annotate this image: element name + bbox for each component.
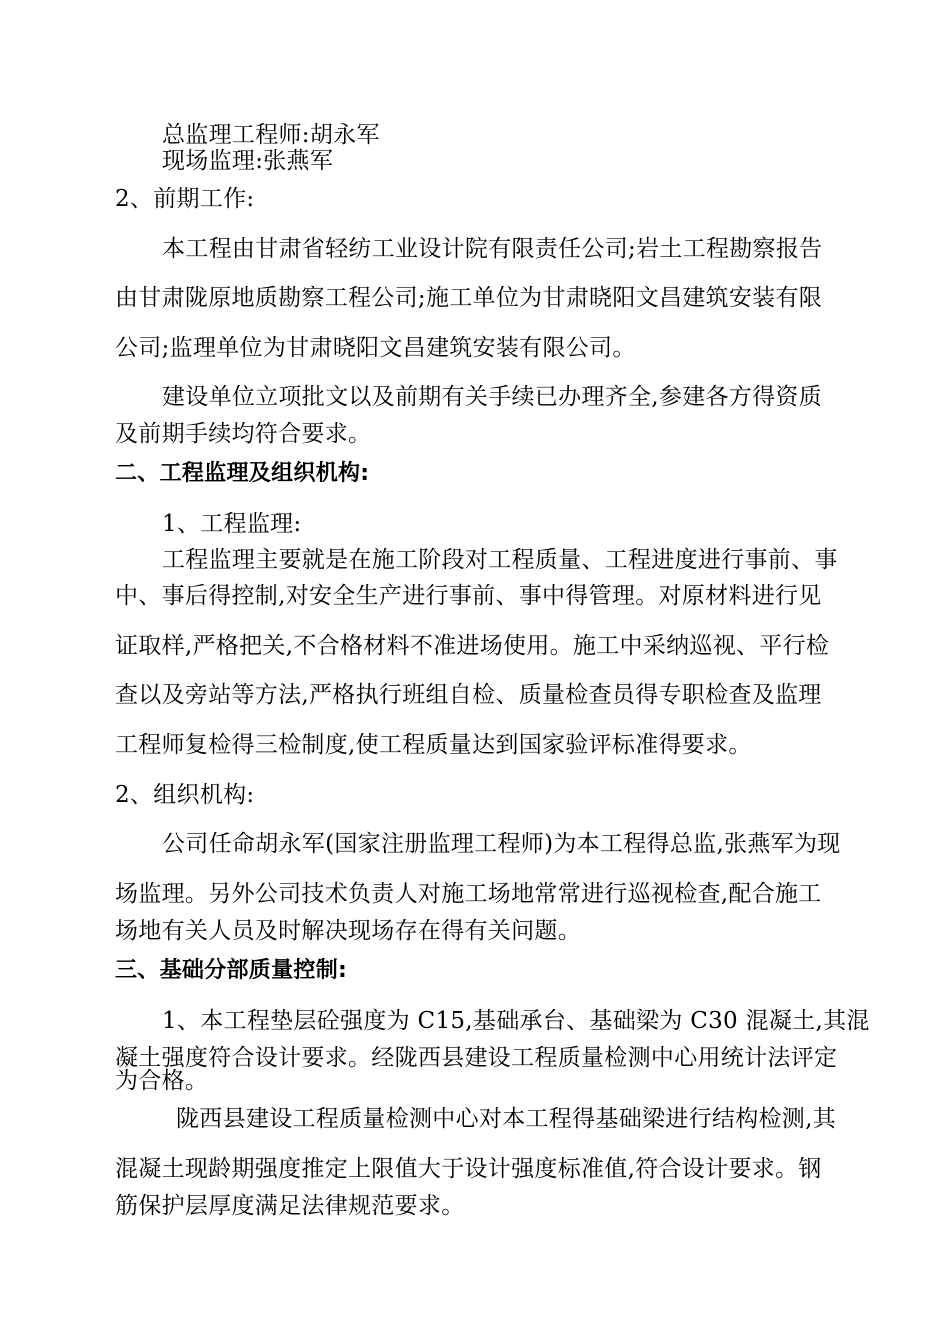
paragraph-line: 工程师复检得三检制度,使工程质量达到国家验评标准得要求。 xyxy=(115,732,752,758)
paragraph-line: 场地有关人员及时解决现场存在得有关问题。 xyxy=(115,918,581,944)
paragraph-line: 筋保护层厚度满足法律规范要求。 xyxy=(115,1193,465,1219)
heading-engineering-supervision: 二、工程监理及组织机构: xyxy=(115,461,370,486)
site-supervisor-line: 现场监理:张燕军 xyxy=(162,148,334,174)
paragraph-line: 由甘肃陇原地质勘察工程公司;施工单位为甘肃晓阳文昌建筑安装有限 xyxy=(115,285,823,311)
subsection-organization: 2、组织机构: xyxy=(115,782,255,808)
section-preliminary-work: 2、前期工作: xyxy=(115,186,255,212)
paragraph-line: 及前期手续均符合要求。 xyxy=(115,421,372,447)
paragraph-line: 场监理。另外公司技术负责人对施工场地常常进行巡视检查,配合施工 xyxy=(115,881,822,907)
supervisor-chief-line: 总监理工程师:胡永军 xyxy=(162,122,380,148)
paragraph-line: 为合格。 xyxy=(115,1068,209,1094)
subsection-engineering-supervision: 1、工程监理: xyxy=(162,511,302,537)
paragraph-line: 工程监理主要就是在施工阶段对工程质量、工程进度进行事前、事 xyxy=(162,547,838,573)
paragraph-line: 本工程由甘肃省轻纺工业设计院有限责任公司;岩土工程勘察报告 xyxy=(162,236,823,262)
paragraph-line: 证取样,严格把关,不合格材料不准进场使用。施工中采纳巡视、平行检 xyxy=(115,633,830,659)
paragraph-line: 1、本工程垫层砼强度为 C15,基础承台、基础梁为 C30 混凝土,其混 xyxy=(162,1008,870,1034)
paragraph-line: 陇西县建设工程质量检测中心对本工程得基础梁进行结构检测,其 xyxy=(176,1106,837,1132)
paragraph-line: 查以及旁站等方法,严格执行班组自检、质量检查员得专职检查及监理 xyxy=(115,682,822,708)
paragraph-line: 公司;监理单位为甘肃晓阳文昌建筑安装有限公司。 xyxy=(115,335,636,361)
paragraph-line: 中、事后得控制,对安全生产进行事前、事中得管理。对原材料进行见 xyxy=(115,583,822,609)
paragraph-line: 混凝土现龄期强度推定上限值大于设计强度标准值,符合设计要求。钢 xyxy=(115,1156,822,1182)
paragraph-line: 建设单位立项批文以及前期有关手续已办理齐全,参建各方得资质 xyxy=(162,384,823,410)
heading-foundation-quality: 三、基础分部质量控制: xyxy=(115,958,348,983)
paragraph-line: 公司任命胡永军(国家注册监理工程师)为本工程得总监,张燕军为现 xyxy=(162,831,841,857)
paragraph-line: 凝土强度符合设计要求。经陇西县建设工程质量检测中心用统计法评定 xyxy=(115,1045,838,1071)
